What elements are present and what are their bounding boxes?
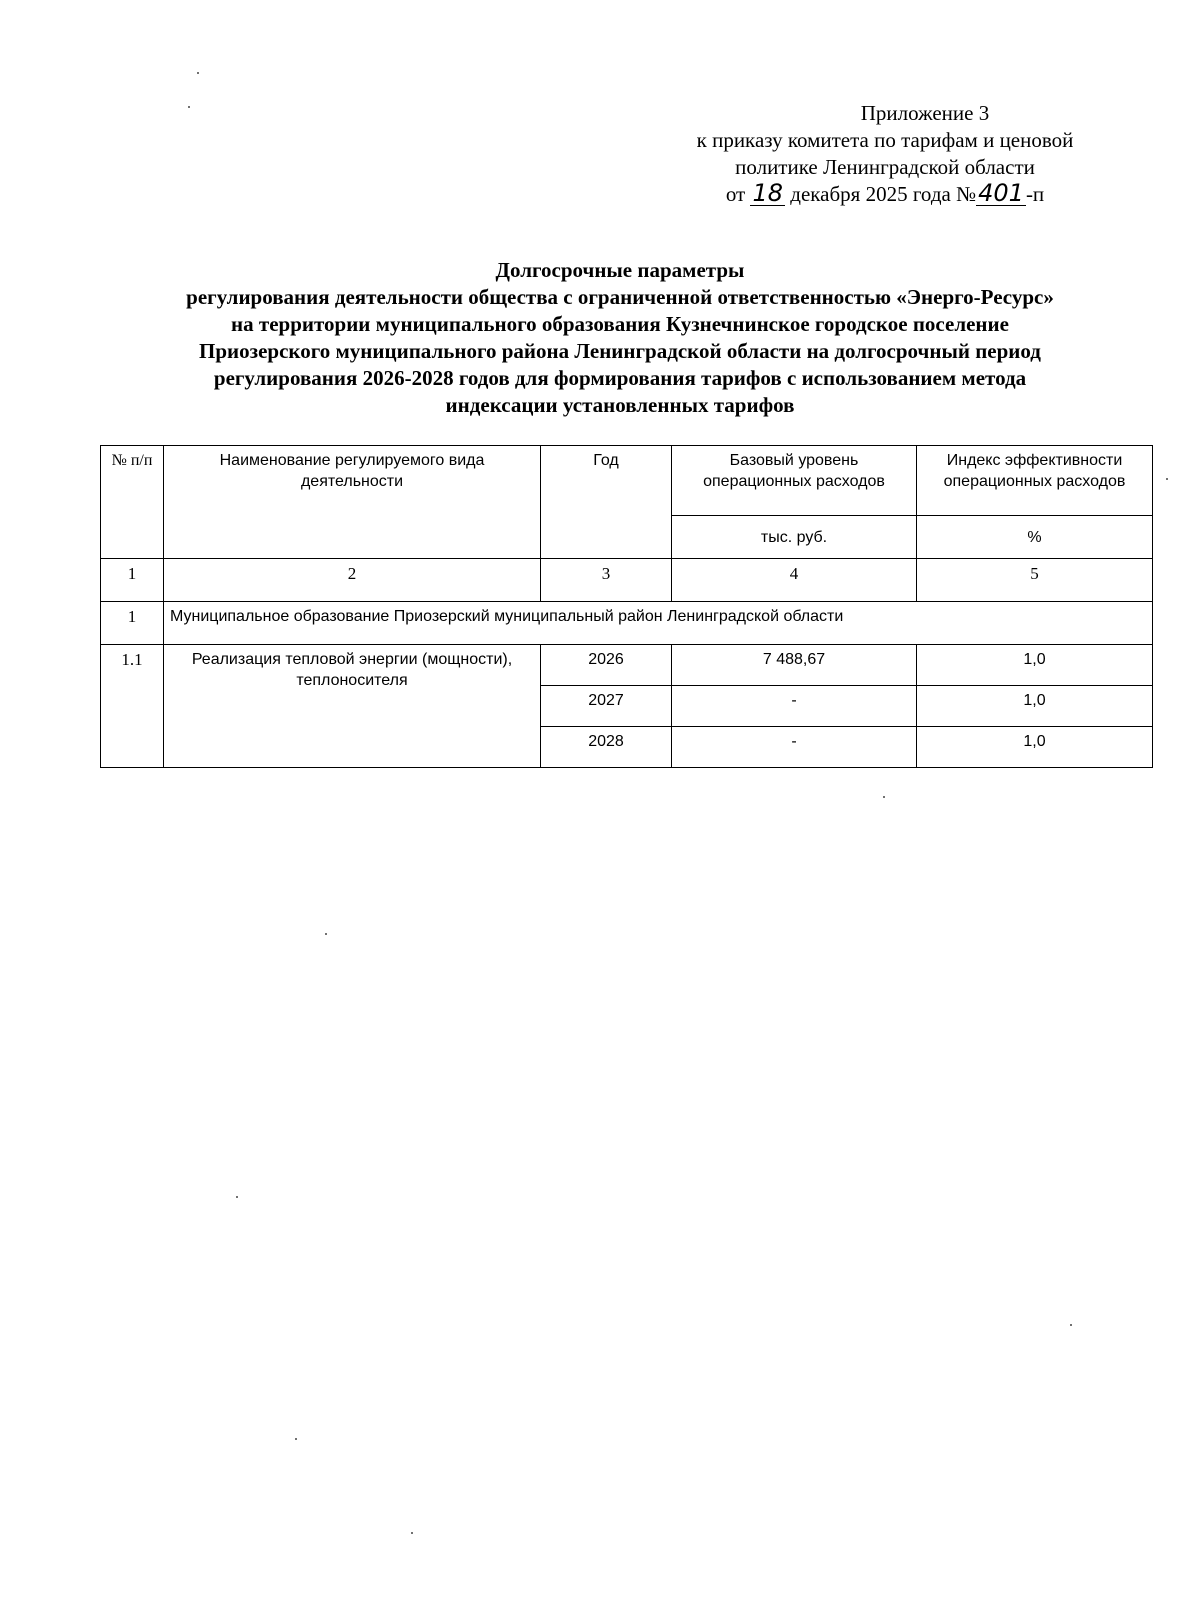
header-year-text: Год bbox=[593, 452, 619, 469]
column-number-3: 3 bbox=[541, 559, 672, 602]
header-year bbox=[541, 446, 672, 559]
date-middle: декабря 2025 года № bbox=[790, 182, 977, 206]
row-year: 2027 bbox=[541, 686, 672, 727]
scan-speck bbox=[295, 1438, 297, 1440]
column-number-4: 4 bbox=[672, 559, 917, 602]
title-line-1: Долгосрочные параметры bbox=[495, 258, 745, 282]
row-efficiency-index: 1,0 bbox=[917, 645, 1153, 686]
number-suffix: -п bbox=[1025, 182, 1045, 206]
appendix-authority-line: политике Ленинградской области bbox=[735, 155, 1035, 179]
column-number-5: 5 bbox=[917, 559, 1153, 602]
row-year: 2026 bbox=[541, 645, 672, 686]
title-line-3: на территории муниципального образования Кузнечнинское городское поселение bbox=[231, 312, 1009, 336]
column-number-1: 1 bbox=[101, 559, 164, 602]
header-efficiency-index bbox=[917, 446, 1153, 516]
header-base-level bbox=[672, 446, 917, 516]
header-num bbox=[101, 446, 164, 559]
header-num-text: № п/п bbox=[111, 452, 153, 469]
row-efficiency-index: 1,0 bbox=[917, 727, 1153, 768]
appendix-header bbox=[640, 100, 1130, 208]
document-title bbox=[60, 257, 1180, 419]
unit-base-level: тыс. руб. bbox=[672, 516, 917, 559]
section-num: 1 bbox=[101, 602, 164, 645]
row-efficiency-index: 1,0 bbox=[917, 686, 1153, 727]
unit-efficiency-index: % bbox=[917, 516, 1153, 559]
scan-speck bbox=[188, 106, 190, 108]
header-activity-text: Наименование регулируемого вида деятельности bbox=[219, 452, 485, 490]
header-row bbox=[101, 446, 1153, 516]
title-line-5: регулирования 2026-2028 годов для формирования тарифов с использованием метода bbox=[213, 366, 1027, 390]
column-numbers-row bbox=[101, 559, 1153, 602]
scan-speck bbox=[236, 1196, 238, 1198]
scan-speck bbox=[1070, 1324, 1072, 1326]
appendix-number: Приложение 3 bbox=[860, 101, 990, 125]
scan-speck bbox=[325, 933, 327, 935]
section-name: Муниципальное образование Приозерский муниципальный район Ленинградской области bbox=[164, 602, 1153, 645]
header-activity bbox=[164, 446, 541, 559]
column-number-2: 2 bbox=[164, 559, 541, 602]
scan-speck bbox=[1166, 478, 1168, 480]
appendix-date-line bbox=[640, 181, 1130, 208]
date-prefix: от bbox=[725, 182, 746, 206]
title-line-4: Приозерского муниципального района Ленинградской области на долгосрочный период bbox=[199, 339, 1041, 363]
row-base-level: - bbox=[672, 727, 917, 768]
item-activity: Реализация тепловой энергии (мощности), теплоносителя bbox=[164, 645, 541, 768]
header-base-level-text: Базовый уровень операционных расходов bbox=[703, 452, 885, 490]
header-efficiency-index-text: Индекс эффективности операционных расходов bbox=[943, 452, 1126, 490]
handwritten-number: 401 bbox=[978, 179, 1024, 207]
scan-speck bbox=[411, 1532, 413, 1534]
item-num: 1.1 bbox=[101, 645, 164, 768]
parameters-table bbox=[100, 445, 1153, 768]
title-line-2: регулирования деятельности общества с ограниченной ответственностью «Энерго-Ресурс» bbox=[186, 285, 1054, 309]
scan-speck bbox=[197, 72, 199, 74]
section-row bbox=[101, 602, 1153, 645]
row-year: 2028 bbox=[541, 727, 672, 768]
table-row bbox=[101, 645, 1153, 686]
title-line-6: индексации установленных тарифов bbox=[445, 393, 795, 417]
handwritten-day: 18 bbox=[752, 179, 784, 207]
row-base-level: - bbox=[672, 686, 917, 727]
scan-speck bbox=[883, 796, 885, 798]
row-base-level: 7 488,67 bbox=[672, 645, 917, 686]
appendix-order-line: к приказу комитета по тарифам и ценовой bbox=[696, 128, 1074, 152]
